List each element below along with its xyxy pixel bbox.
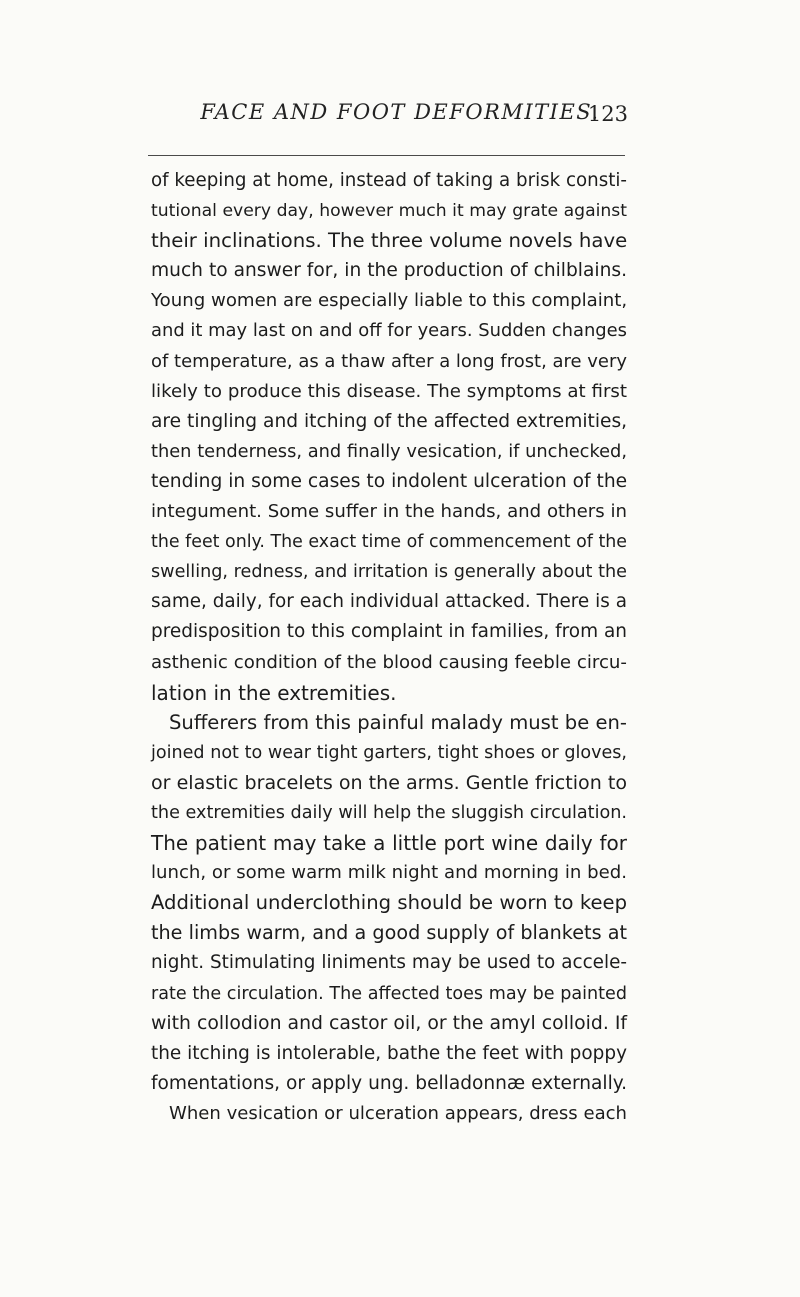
text-line: the itching is intolerable, bathe the feet with poppy [151, 1042, 627, 1064]
text-line: asthenic condition of the blood causing feeble circu- [151, 651, 627, 673]
text-line: tutional every day, however much it may grate against [151, 201, 627, 222]
text-line: integument. Some suffer in the hands, and others in [151, 501, 627, 523]
text-line: their inclinations. The three volume novels have [151, 229, 628, 253]
page-number: 123 [587, 102, 628, 126]
text-line: same, daily, for each individual attacked. There is a [151, 591, 627, 613]
body-text [151, 166, 627, 1129]
text-line: When vesication or ulceration appears, dress each [169, 1102, 627, 1124]
text-line: then tenderness, and finally vesication, if unchecked, [151, 440, 627, 462]
text-line: lation in the extremities. [151, 680, 397, 705]
text-line: likely to produce this disease. The symptoms at first [151, 380, 627, 402]
header-rule [148, 155, 625, 156]
text-line: with collodion and castor oil, or the amyl colloid. If [151, 1012, 628, 1034]
text-line: the limbs warm, and a good supply of blankets at [151, 921, 627, 945]
text-line: joined not to wear tight garters, tight shoes or gloves, [151, 742, 627, 763]
text-line: of temperature, as a thaw after a long frost, are very [151, 350, 627, 372]
text-line: The patient may take a little port wine daily for [151, 831, 627, 856]
text-line: or elastic bracelets on the arms. Gentle friction to [151, 771, 627, 794]
text-line: fomentations, or apply ung. belladonnæ externally. [151, 1072, 627, 1094]
text-line: the feet only. The exact time of commencement of the [151, 532, 627, 553]
text-line: night. Stimulating liniments may be used to accele- [151, 952, 627, 974]
running-head [0, 100, 800, 140]
text-line: are tingling and itching of the affected extremities, [151, 410, 628, 432]
text-line: rate the circulation. The affected toes may be painted [151, 983, 627, 1004]
running-title: FACE AND FOOT DEFORMITIES. [200, 100, 600, 124]
text-line: Sufferers from this painful malady must be en- [169, 710, 627, 734]
text-line: of keeping at home, instead of taking a brisk consti- [151, 170, 627, 191]
text-line: and it may last on and off for years. Sudden changes [151, 320, 627, 342]
text-line: lunch, or some warm milk night and morning in bed. [151, 862, 627, 884]
text-line: Additional underclothing should be worn to keep [151, 891, 627, 915]
text-line: the extremities daily will help the sluggish circulation. [151, 802, 627, 823]
text-line: much to answer for, in the production of chilblains. [151, 260, 627, 282]
text-line: predisposition to this complaint in families, from an [151, 621, 627, 643]
text-line: Young women are especially liable to this complaint, [151, 290, 628, 312]
text-line: tending in some cases to indolent ulceration of the [151, 470, 628, 492]
text-line: swelling, redness, and irritation is generally about the [151, 562, 627, 583]
